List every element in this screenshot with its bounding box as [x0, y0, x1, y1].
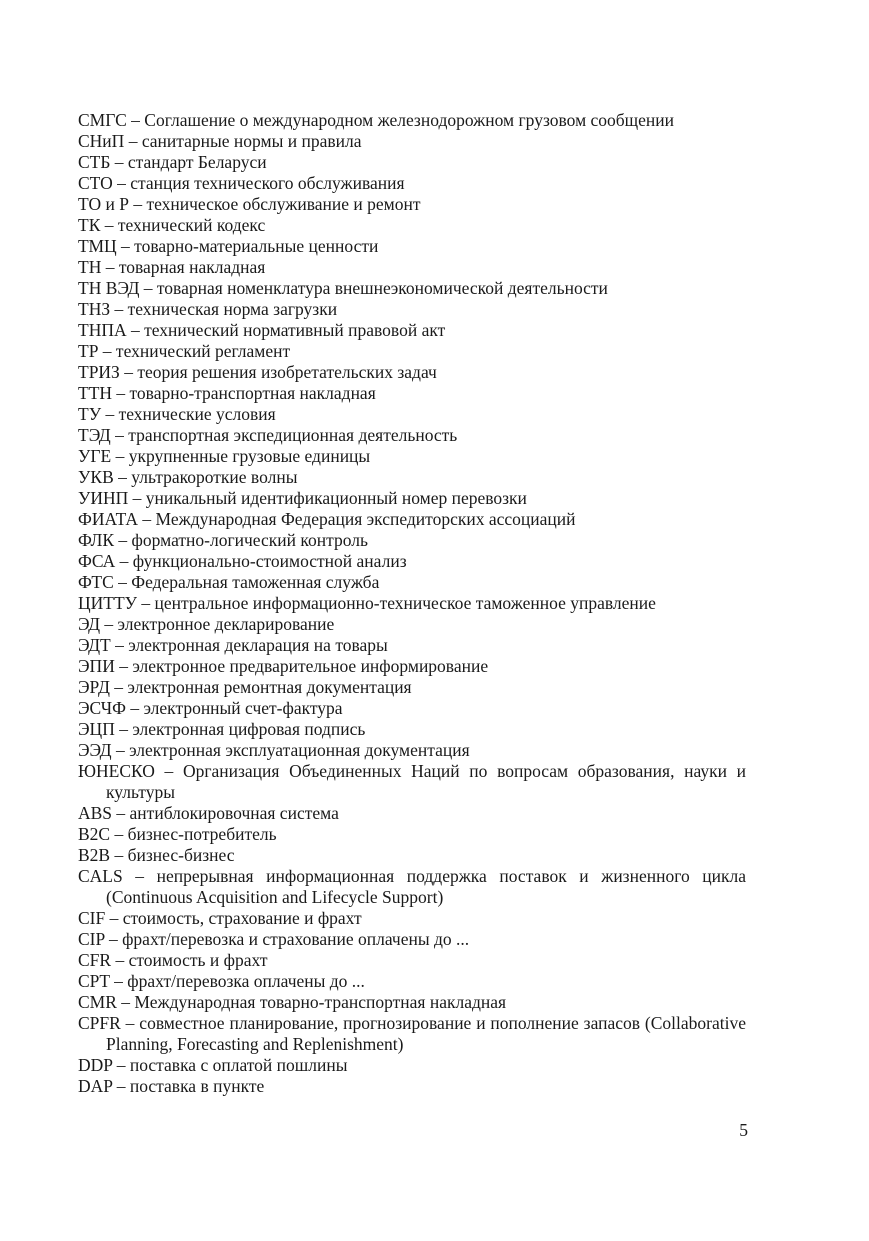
abbreviation-entry: B2C – бизнес-потребитель [78, 824, 277, 844]
abbreviation-entry: DAP – поставка в пункте [78, 1076, 265, 1096]
abbreviation-entry: ТК – технический кодекс [78, 215, 266, 235]
abbreviation-entry: СТБ – стандарт Беларуси [78, 152, 267, 172]
abbreviation-list [78, 110, 746, 1097]
abbreviation-entry: ФЛК – форматно-логический контроль [78, 530, 368, 550]
abbreviation-entry: ЭЭД – электронная эксплуатационная документация [78, 740, 470, 760]
abbreviation-entry: СТО – станция технического обслуживания [78, 173, 405, 193]
abbreviation-entry: ТМЦ – товарно-материальные ценности [78, 236, 379, 256]
abbreviation-entry: ТНЗ – техническая норма загрузки [78, 299, 338, 319]
abbreviation-entry: ЭДТ – электронная декларация на товары [78, 635, 388, 655]
abbreviation-entry: CIF – стоимость, страхование и фрахт [78, 908, 362, 928]
abbreviation-entry: ТН – товарная накладная [78, 257, 266, 277]
abbreviation-entry: ТРИЗ – теория решения изобретательских задач [78, 362, 437, 382]
abbreviation-entry: УГЕ – укрупненные грузовые единицы [78, 446, 371, 466]
abbreviation-entry: ТО и Р – техническое обслуживание и ремонт [78, 194, 421, 214]
abbreviation-entry: ЦИТТУ – центральное информационно-техническое таможенное управление [78, 593, 656, 613]
abbreviation-entry: УИНП – уникальный идентификационный номер перевозки [78, 488, 527, 508]
abbreviation-entry: CFR – стоимость и фрахт [78, 950, 268, 970]
abbreviation-entry: B2B – бизнес-бизнес [78, 845, 235, 865]
abbreviation-entry: ФИАТА – Международная Федерация экспедиторских ассоциаций [78, 509, 576, 529]
abbreviation-entry: ЭПИ – электронное предварительное информирование [78, 656, 489, 676]
abbreviation-entry: СМГС – Соглашение о международном железнодорожном грузовом сообщении [78, 110, 675, 130]
abbreviation-entry: CALS – непрерывная информационная поддержка поставок и жизненного цикла (Continuous Acquisition and Lifecycle Support) [78, 866, 746, 907]
abbreviation-entry: CIP – фрахт/перевозка и страхование оплачены до ... [78, 929, 470, 949]
page-number: 5 [739, 1120, 748, 1140]
abbreviation-entry: ФСА – функционально-стоимостной анализ [78, 551, 407, 571]
abbreviation-entry: ТН ВЭД – товарная номенклатура внешнеэкономической деятельности [78, 278, 608, 298]
abbreviation-entry: УКВ – ультракороткие волны [78, 467, 298, 487]
abbreviation-entry: ФТС – Федеральная таможенная служба [78, 572, 380, 592]
abbreviation-entry: СНиП – санитарные нормы и правила [78, 131, 362, 151]
abbreviation-entry: ТНПА – технический нормативный правовой акт [78, 320, 446, 340]
abbreviation-entry: ЭРД – электронная ремонтная документация [78, 677, 412, 697]
abbreviation-entry: ABS – антиблокировочная система [78, 803, 339, 823]
abbreviation-entry: CPT – фрахт/перевозка оплачены до ... [78, 971, 365, 991]
abbreviation-entry: ТР – технический регламент [78, 341, 291, 361]
abbreviation-entry: ТЭД – транспортная экспедиционная деятельность [78, 425, 458, 445]
abbreviation-entry: ЭЦП – электронная цифровая подпись [78, 719, 366, 739]
abbreviation-entry: ЮНЕСКО – Организация Объединенных Наций по вопросам образования, науки и культуры [78, 761, 746, 802]
abbreviation-entry: DDP – поставка с оплатой пошлины [78, 1055, 348, 1075]
abbreviation-entry: ТТН – товарно-транспортная накладная [78, 383, 376, 403]
abbreviation-entry: CPFR – совместное планирование, прогнозирование и пополнение запасов (Collaborative Planning, Forecasting and Replenishment) [78, 1013, 746, 1054]
abbreviation-entry: ЭД – электронное декларирование [78, 614, 335, 634]
abbreviation-entry: ТУ – технические условия [78, 404, 276, 424]
abbreviation-entry: CMR – Международная товарно-транспортная накладная [78, 992, 507, 1012]
abbreviation-entry: ЭСЧФ – электронный счет-фактура [78, 698, 343, 718]
